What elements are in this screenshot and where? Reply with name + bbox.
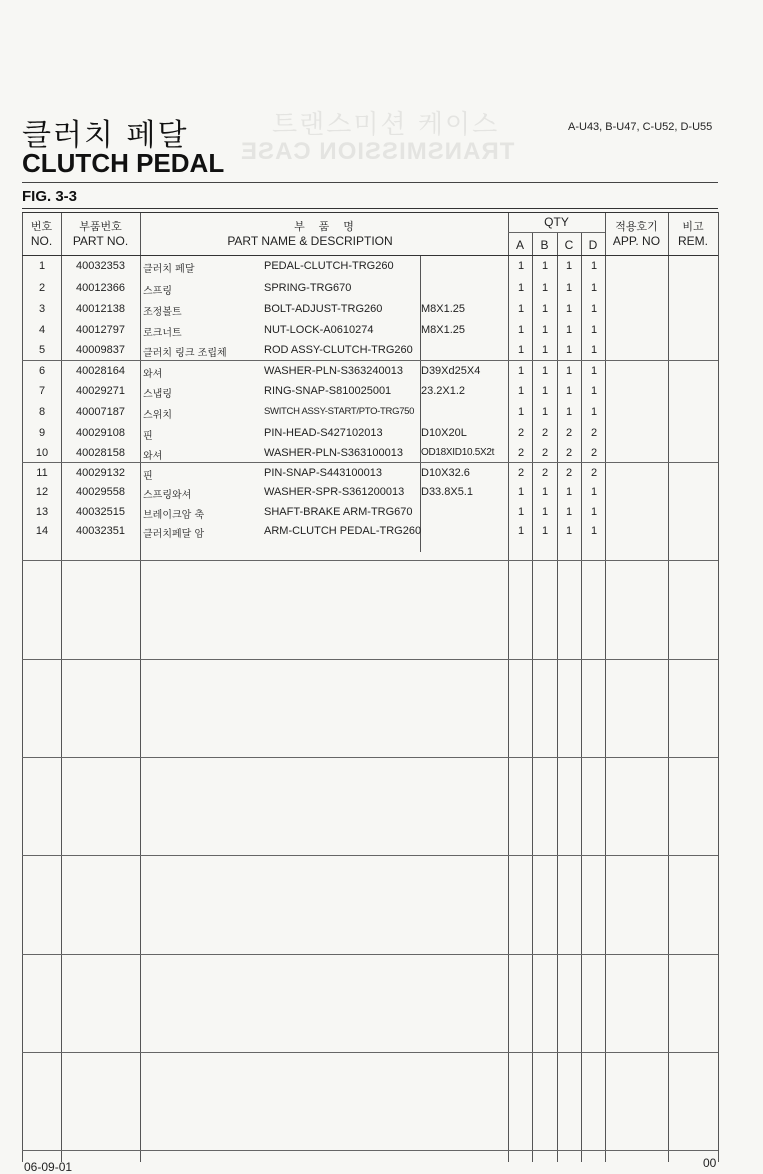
page-title-korean: 클러치 페달	[22, 118, 189, 153]
column-no-korean: 번호	[30, 220, 53, 233]
part-number: 40029108	[76, 427, 125, 439]
part-name-korean: 와셔	[143, 369, 163, 380]
row-number: 2	[38, 282, 46, 294]
page-title-english: CLUTCH PEDAL	[22, 148, 225, 178]
column-qty: QTY	[544, 215, 569, 229]
part-description: SWITCH ASSY-START/PTO-TRG750	[264, 406, 415, 417]
qty-b: 2	[541, 427, 549, 439]
part-name-korean: 스프링와셔	[143, 490, 192, 501]
qty-a: 1	[517, 303, 525, 315]
part-name-korean: 스냅링	[143, 389, 172, 400]
qty-b: 1	[541, 324, 549, 336]
part-spec: M8X1.25	[421, 324, 466, 336]
qty-d: 1	[590, 525, 598, 537]
part-number: 40007187	[76, 406, 125, 418]
table-row	[22, 424, 718, 444]
table-row	[22, 522, 718, 542]
part-number: 40012138	[76, 303, 125, 315]
qty-d: 1	[590, 282, 598, 294]
table-row	[22, 403, 718, 423]
grid-line	[508, 232, 605, 233]
qty-c: 1	[565, 344, 573, 356]
qty-a: 1	[517, 365, 525, 377]
part-description: SHAFT-BRAKE ARM-TRG670	[264, 506, 413, 518]
column-rem-korean: 비고	[682, 220, 704, 233]
table-row	[22, 503, 718, 523]
part-description: ROD ASSY-CLUTCH-TRG260	[264, 344, 413, 356]
qty-b: 1	[541, 506, 549, 518]
table-row	[22, 257, 718, 277]
grid-line	[22, 659, 718, 660]
qty-c: 1	[565, 260, 573, 272]
qty-a: 2	[517, 467, 525, 479]
qty-c: 1	[565, 282, 573, 294]
qty-a: 1	[517, 385, 525, 397]
part-number: 40029132	[76, 467, 125, 479]
part-number: 40032515	[76, 506, 125, 518]
qty-c: 1	[565, 525, 573, 537]
qty-b: 1	[541, 260, 549, 272]
qty-a: 1	[517, 406, 525, 418]
model-list: A-U43, B-U47, C-U52, D-U55	[568, 121, 713, 133]
part-number: 40028164	[76, 365, 125, 377]
part-number: 40032353	[76, 260, 125, 272]
column-qty-b: B	[540, 238, 549, 252]
qty-c: 1	[565, 486, 573, 498]
qty-b: 2	[541, 467, 549, 479]
column-qty-d: D	[588, 238, 598, 252]
table-row	[22, 382, 718, 402]
qty-b: 1	[541, 486, 549, 498]
qty-a: 1	[517, 525, 525, 537]
qty-b: 1	[541, 344, 549, 356]
qty-d: 2	[590, 467, 598, 479]
part-spec: OD18XID10.5X2t	[421, 447, 495, 458]
qty-b: 1	[541, 406, 549, 418]
part-description: PIN-HEAD-S427102013	[264, 427, 383, 439]
revision-date: 06-09-01	[24, 1160, 73, 1174]
qty-d: 1	[590, 303, 598, 315]
part-description: ARM-CLUTCH PEDAL-TRG260	[264, 525, 422, 537]
column-qty-a: A	[515, 238, 524, 252]
part-spec: D10X32.6	[421, 467, 470, 479]
qty-c: 1	[565, 303, 573, 315]
part-description: NUT-LOCK-A0610274	[264, 324, 374, 336]
part-name-korean: 핀	[143, 431, 153, 442]
row-number: 7	[38, 385, 46, 397]
grid-line	[22, 757, 718, 758]
part-spec: 23.2X1.2	[421, 385, 466, 397]
qty-d: 1	[590, 324, 598, 336]
row-number: 3	[38, 303, 46, 315]
background-title-english: TRANSMISSION CASE	[240, 138, 515, 165]
table-row	[22, 300, 718, 320]
qty-a: 1	[517, 486, 525, 498]
part-number: 40029271	[76, 385, 125, 397]
qty-d: 2	[590, 427, 598, 439]
part-number: 40032351	[76, 525, 125, 537]
qty-a: 2	[517, 427, 525, 439]
grid-line	[718, 212, 719, 1162]
qty-c: 2	[565, 447, 573, 459]
grid-line	[22, 255, 718, 256]
row-number: 5	[38, 344, 46, 356]
grid-line	[22, 954, 718, 955]
qty-d: 1	[590, 406, 598, 418]
part-description: PIN-SNAP-S443100013	[264, 467, 383, 479]
column-part-korean: 부품번호	[79, 220, 122, 233]
column-name-korean: 부 품 명	[294, 220, 354, 233]
part-description: RING-SNAP-S810025001	[264, 385, 392, 397]
qty-c: 1	[565, 365, 573, 377]
table-row	[22, 321, 718, 341]
row-number: 11	[36, 467, 48, 479]
qty-d: 1	[590, 344, 598, 356]
qty-b: 1	[541, 282, 549, 294]
header-divider	[22, 182, 718, 183]
qty-d: 1	[590, 260, 598, 272]
qty-d: 2	[590, 447, 598, 459]
part-name-korean: 스위치	[143, 410, 172, 421]
part-number: 40012797	[76, 324, 125, 336]
background-title-korean: 트랜스미션 케이스	[272, 110, 500, 140]
qty-c: 1	[565, 406, 573, 418]
table-row	[22, 362, 718, 382]
column-remarks: REM.	[678, 234, 708, 248]
part-name-korean: 클러치 링크 조립체	[143, 348, 227, 359]
qty-d: 1	[590, 365, 598, 377]
part-name-korean: 스프링	[143, 286, 172, 297]
part-number: 40012366	[76, 282, 125, 294]
part-number: 40029558	[76, 486, 125, 498]
grid-line	[22, 212, 718, 213]
qty-a: 1	[517, 324, 525, 336]
part-description: PEDAL-CLUTCH-TRG260	[264, 260, 394, 272]
column-app-korean: 적용호기	[615, 220, 658, 233]
column-app-no: APP. NO	[612, 234, 661, 248]
qty-b: 1	[541, 385, 549, 397]
grid-line	[22, 1052, 718, 1053]
column-no: NO.	[30, 234, 53, 248]
grid-line	[22, 855, 718, 856]
qty-d: 1	[590, 486, 598, 498]
column-part-no: PART NO.	[72, 234, 129, 248]
qty-b: 1	[541, 525, 549, 537]
qty-b: 1	[541, 365, 549, 377]
figure-label: FIG. 3-3	[22, 188, 78, 205]
row-number: 10	[35, 447, 49, 459]
part-name-korean: 핀	[143, 471, 153, 482]
row-number: 13	[35, 506, 49, 518]
row-number: 1	[38, 260, 46, 272]
qty-c: 1	[565, 324, 573, 336]
part-number: 40009837	[76, 344, 125, 356]
part-name-korean: 조정볼트	[143, 307, 182, 318]
page-number: 00	[703, 1156, 717, 1170]
part-spec: D33.8X5.1	[421, 486, 473, 498]
qty-d: 1	[590, 385, 598, 397]
part-spec: D10X20L	[421, 427, 467, 439]
qty-c: 1	[565, 385, 573, 397]
qty-a: 1	[517, 506, 525, 518]
row-number: 4	[38, 324, 46, 336]
row-number: 12	[35, 486, 49, 498]
figure-divider	[22, 208, 718, 209]
part-description: WASHER-PLN-S363240013	[264, 365, 403, 377]
row-number: 6	[38, 365, 46, 377]
table-row	[22, 279, 718, 299]
part-name-korean: 클러치 페달	[143, 264, 195, 275]
column-description: PART NAME & DESCRIPTION	[227, 234, 393, 248]
part-name-korean: 클러치페달 암	[143, 529, 205, 540]
part-name-korean: 로크너트	[143, 328, 182, 339]
column-qty-c: C	[564, 238, 574, 252]
part-description: SPRING-TRG670	[264, 282, 352, 294]
qty-a: 2	[517, 447, 525, 459]
qty-a: 1	[517, 282, 525, 294]
part-description: BOLT-ADJUST-TRG260	[264, 303, 383, 315]
grid-line	[22, 1150, 718, 1151]
part-spec: M8X1.25	[421, 303, 466, 315]
row-number: 8	[38, 406, 46, 418]
part-name-korean: 와셔	[143, 451, 163, 462]
grid-line	[22, 560, 718, 561]
row-number: 14	[35, 525, 49, 537]
qty-c: 1	[565, 506, 573, 518]
row-number: 9	[38, 427, 46, 439]
table-row	[22, 444, 718, 464]
part-description: WASHER-SPR-S361200013	[264, 486, 405, 498]
part-spec: D39Xd25X4	[421, 365, 481, 377]
qty-a: 1	[517, 344, 525, 356]
qty-c: 2	[565, 467, 573, 479]
table-row	[22, 464, 718, 484]
part-description: WASHER-PLN-S363100013	[264, 447, 403, 459]
part-name-korean: 브레이크암 축	[143, 510, 205, 521]
part-number: 40028158	[76, 447, 125, 459]
qty-b: 2	[541, 447, 549, 459]
qty-c: 2	[565, 427, 573, 439]
qty-d: 1	[590, 506, 598, 518]
qty-a: 1	[517, 260, 525, 272]
qty-b: 1	[541, 303, 549, 315]
table-row	[22, 483, 718, 503]
table-row	[22, 341, 718, 361]
